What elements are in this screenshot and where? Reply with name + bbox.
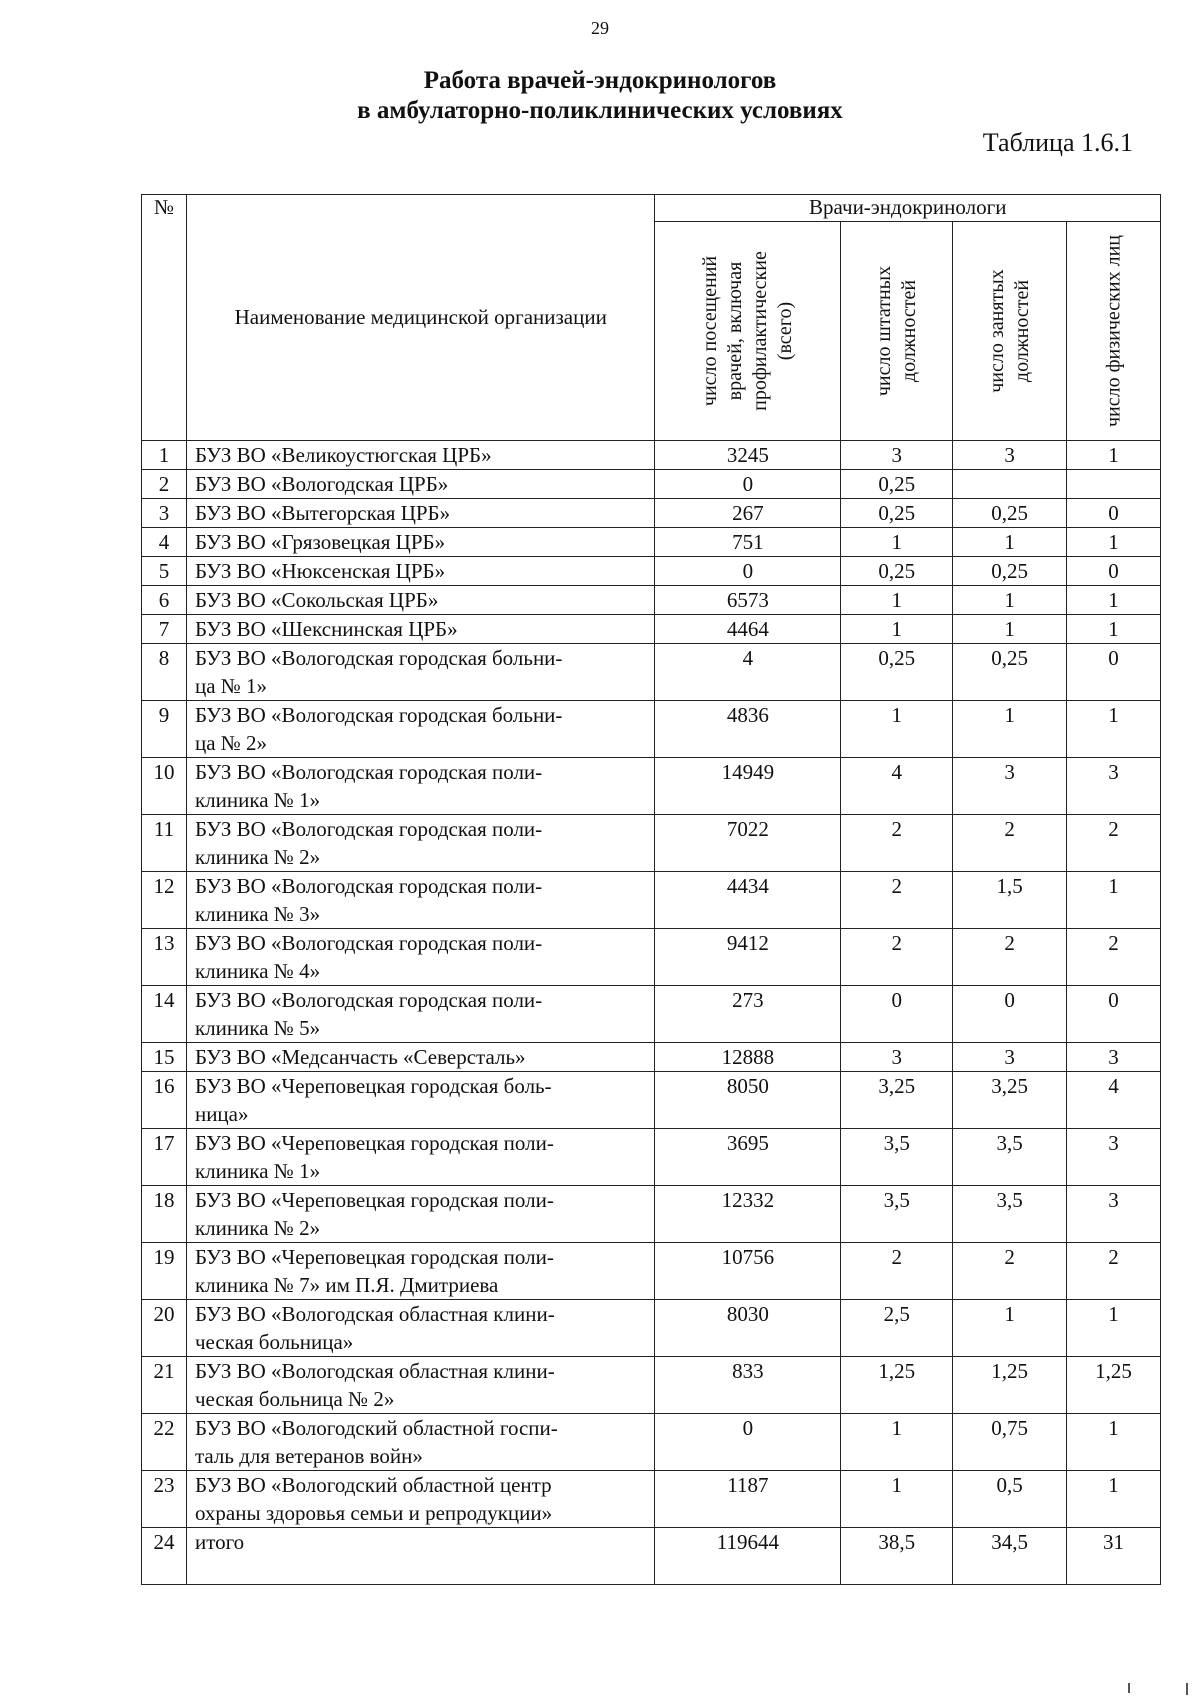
organization-name-line-1: БУЗ ВО «Вологодская городская поли- bbox=[194, 760, 543, 784]
organization-name: БУЗ ВО «Медсанчасть «Северсталь» bbox=[186, 1043, 655, 1072]
physical-persons: 0 bbox=[1067, 499, 1161, 528]
organization-name-line-1: БУЗ ВО «Череповецкая городская поли- bbox=[194, 1131, 554, 1155]
table-row bbox=[142, 986, 1161, 1043]
physical-persons: 2 bbox=[1067, 1243, 1161, 1300]
table-row bbox=[142, 470, 1161, 499]
visits-count: 119644 bbox=[655, 1528, 841, 1585]
scan-artifact bbox=[1186, 1683, 1188, 1695]
row-number: 21 bbox=[142, 1357, 187, 1414]
organization-name bbox=[186, 758, 655, 815]
staff-positions: 0 bbox=[841, 986, 953, 1043]
organization-name-line-2: ческая больница № 2» bbox=[194, 1387, 395, 1411]
organization-name bbox=[186, 986, 655, 1043]
table-label: Таблица 1.6.1 bbox=[982, 128, 1133, 157]
table-row bbox=[142, 929, 1161, 986]
staff-positions: 3 bbox=[841, 1043, 953, 1072]
organization-name bbox=[186, 1072, 655, 1129]
row-number: 10 bbox=[142, 758, 187, 815]
staff-positions: 1 bbox=[841, 528, 953, 557]
physical-persons: 3 bbox=[1067, 758, 1161, 815]
physical-persons: 0 bbox=[1067, 644, 1161, 701]
staff-positions: 2 bbox=[841, 815, 953, 872]
table-row bbox=[142, 1243, 1161, 1300]
visits-count: 0 bbox=[655, 557, 841, 586]
row-number: 5 bbox=[142, 557, 187, 586]
organization-name-line-1: БУЗ ВО «Вологодская городская поли- bbox=[194, 874, 543, 898]
occupied-positions: 0,5 bbox=[953, 1471, 1067, 1528]
header-staff-positions bbox=[841, 222, 953, 441]
physical-persons: 1,25 bbox=[1067, 1357, 1161, 1414]
organization-name-line-1: БУЗ ВО «Вологодская городская поли- bbox=[194, 931, 543, 955]
visits-count: 8030 bbox=[655, 1300, 841, 1357]
visits-count: 0 bbox=[655, 1414, 841, 1471]
visits-count: 751 bbox=[655, 528, 841, 557]
table-row bbox=[142, 815, 1161, 872]
table-body bbox=[142, 441, 1161, 1585]
physical-persons: 2 bbox=[1067, 929, 1161, 986]
staff-positions: 1 bbox=[841, 701, 953, 758]
physical-persons: 1 bbox=[1067, 528, 1161, 557]
row-number: 15 bbox=[142, 1043, 187, 1072]
table-row bbox=[142, 499, 1161, 528]
organization-name bbox=[186, 1243, 655, 1300]
visits-count: 833 bbox=[655, 1357, 841, 1414]
physical-persons: 0 bbox=[1067, 557, 1161, 586]
organization-name bbox=[186, 929, 655, 986]
visits-count: 4 bbox=[655, 644, 841, 701]
organization-name-line-2: клиника № 1» bbox=[194, 1159, 321, 1183]
visits-count: 12332 bbox=[655, 1186, 841, 1243]
organization-name bbox=[186, 1300, 655, 1357]
organization-name-line-2: ца № 2» bbox=[194, 731, 268, 755]
organization-name-line-1: БУЗ ВО «Череповецкая городская поли- bbox=[194, 1188, 554, 1212]
header-group-endocrinologists: Врачи-эндокринологи bbox=[655, 195, 1161, 222]
physical-persons: 0 bbox=[1067, 986, 1161, 1043]
organization-name-line-2: клиника № 4» bbox=[194, 959, 321, 983]
table-row bbox=[142, 615, 1161, 644]
row-number: 7 bbox=[142, 615, 187, 644]
organization-name-line-1: БУЗ ВО «Вологодский областной госпи- bbox=[194, 1416, 558, 1440]
row-number: 14 bbox=[142, 986, 187, 1043]
table-row bbox=[142, 1186, 1161, 1243]
organization-name: БУЗ ВО «Вытегорская ЦРБ» bbox=[186, 499, 655, 528]
staff-positions: 38,5 bbox=[841, 1528, 953, 1585]
occupied-positions: 1 bbox=[953, 528, 1067, 557]
staff-positions: 2 bbox=[841, 872, 953, 929]
physical-persons bbox=[1067, 470, 1161, 499]
staff-positions: 0,25 bbox=[841, 644, 953, 701]
visits-count: 4836 bbox=[655, 701, 841, 758]
staff-positions: 1 bbox=[841, 1471, 953, 1528]
header-organization-name: Наименование медицинской организации bbox=[186, 195, 655, 441]
visits-count: 6573 bbox=[655, 586, 841, 615]
page-number: 29 bbox=[591, 18, 609, 38]
occupied-positions: 2 bbox=[953, 929, 1067, 986]
row-number: 1 bbox=[142, 441, 187, 470]
header-number: № bbox=[142, 195, 187, 441]
row-number: 9 bbox=[142, 701, 187, 758]
physical-persons: 2 bbox=[1067, 815, 1161, 872]
row-number: 18 bbox=[142, 1186, 187, 1243]
occupied-positions: 3 bbox=[953, 1043, 1067, 1072]
staff-positions: 4 bbox=[841, 758, 953, 815]
document-title bbox=[0, 66, 1200, 126]
physical-persons: 1 bbox=[1067, 701, 1161, 758]
organization-name-line-1: БУЗ ВО «Вологодская городская поли- bbox=[194, 988, 543, 1012]
physical-persons: 1 bbox=[1067, 586, 1161, 615]
visits-count: 3695 bbox=[655, 1129, 841, 1186]
table-row bbox=[142, 1528, 1161, 1585]
staff-positions: 2,5 bbox=[841, 1300, 953, 1357]
organization-name-line-2: ческая больница» bbox=[194, 1330, 354, 1354]
visits-count: 7022 bbox=[655, 815, 841, 872]
organization-name bbox=[186, 1414, 655, 1471]
occupied-positions: 34,5 bbox=[953, 1528, 1067, 1585]
staff-positions: 0,25 bbox=[841, 470, 953, 499]
table-row bbox=[142, 1357, 1161, 1414]
row-number: 4 bbox=[142, 528, 187, 557]
organization-name-line-1: БУЗ ВО «Вологодская городская поли- bbox=[194, 817, 543, 841]
header-occupied-label: число занятых должностей bbox=[985, 269, 1033, 393]
visits-count: 267 bbox=[655, 499, 841, 528]
header-visits bbox=[655, 222, 841, 441]
organization-name-line-2: ца № 1» bbox=[194, 674, 268, 698]
visits-count: 9412 bbox=[655, 929, 841, 986]
occupied-positions: 3 bbox=[953, 758, 1067, 815]
occupied-positions: 0,25 bbox=[953, 557, 1067, 586]
occupied-positions: 1 bbox=[953, 586, 1067, 615]
staff-positions: 3,25 bbox=[841, 1072, 953, 1129]
header-physical-label: число физических лиц bbox=[1102, 235, 1125, 428]
organization-name bbox=[186, 815, 655, 872]
organization-name-line-2: клиника № 7» им П.Я. Дмитриева bbox=[194, 1273, 499, 1297]
organization-name-line-2: клиника № 2» bbox=[194, 1216, 321, 1240]
row-number: 6 bbox=[142, 586, 187, 615]
organization-name-line-1: БУЗ ВО «Вологодский областной центр bbox=[194, 1473, 552, 1497]
physical-persons: 1 bbox=[1067, 872, 1161, 929]
row-number: 3 bbox=[142, 499, 187, 528]
staff-positions: 1 bbox=[841, 586, 953, 615]
visits-count: 8050 bbox=[655, 1072, 841, 1129]
staff-positions: 0,25 bbox=[841, 557, 953, 586]
organization-name-line-1: БУЗ ВО «Череповецкая городская боль- bbox=[194, 1074, 552, 1098]
row-number: 11 bbox=[142, 815, 187, 872]
physical-persons: 1 bbox=[1067, 615, 1161, 644]
organization-name-line-1: БУЗ ВО «Вологодская городская больни- bbox=[194, 703, 563, 727]
occupied-positions: 1 bbox=[953, 701, 1067, 758]
organization-name-line-2: ница» bbox=[194, 1102, 249, 1126]
visits-count: 14949 bbox=[655, 758, 841, 815]
physical-persons: 1 bbox=[1067, 441, 1161, 470]
physical-persons: 31 bbox=[1067, 1528, 1161, 1585]
header-occupied-positions bbox=[953, 222, 1067, 441]
organization-name: БУЗ ВО «Шекснинская ЦРБ» bbox=[186, 615, 655, 644]
staff-positions: 0,25 bbox=[841, 499, 953, 528]
physical-persons: 3 bbox=[1067, 1129, 1161, 1186]
occupied-positions: 3 bbox=[953, 441, 1067, 470]
organization-name-line-2: клиника № 2» bbox=[194, 845, 321, 869]
table-row bbox=[142, 1129, 1161, 1186]
table-row bbox=[142, 1471, 1161, 1528]
organization-name bbox=[186, 872, 655, 929]
visits-count: 4464 bbox=[655, 615, 841, 644]
visits-count: 0 bbox=[655, 470, 841, 499]
table-row bbox=[142, 701, 1161, 758]
occupied-positions: 1,5 bbox=[953, 872, 1067, 929]
row-number: 22 bbox=[142, 1414, 187, 1471]
occupied-positions: 2 bbox=[953, 815, 1067, 872]
table-row bbox=[142, 758, 1161, 815]
organization-name-line-1: БУЗ ВО «Вологодская областная клини- bbox=[194, 1359, 555, 1383]
organization-name-line-1: БУЗ ВО «Череповецкая городская поли- bbox=[194, 1245, 554, 1269]
physical-persons: 4 bbox=[1067, 1072, 1161, 1129]
organization-name: БУЗ ВО «Грязовецкая ЦРБ» bbox=[186, 528, 655, 557]
occupied-positions: 0,25 bbox=[953, 644, 1067, 701]
title-line-1: Работа врачей-эндокринологов bbox=[423, 67, 777, 94]
visits-count: 3245 bbox=[655, 441, 841, 470]
physical-persons: 1 bbox=[1067, 1300, 1161, 1357]
organization-name: итого bbox=[186, 1528, 655, 1585]
occupied-positions: 1,25 bbox=[953, 1357, 1067, 1414]
organization-name bbox=[186, 1129, 655, 1186]
staff-positions: 1 bbox=[841, 1414, 953, 1471]
row-number: 19 bbox=[142, 1243, 187, 1300]
staff-positions: 1,25 bbox=[841, 1357, 953, 1414]
physical-persons: 1 bbox=[1067, 1414, 1161, 1471]
row-number: 8 bbox=[142, 644, 187, 701]
row-number: 13 bbox=[142, 929, 187, 986]
table-row bbox=[142, 1300, 1161, 1357]
table-row bbox=[142, 557, 1161, 586]
row-number: 23 bbox=[142, 1471, 187, 1528]
table-row bbox=[142, 441, 1161, 470]
table-row bbox=[142, 1043, 1161, 1072]
organization-name: БУЗ ВО «Вологодская ЦРБ» bbox=[186, 470, 655, 499]
physical-persons: 1 bbox=[1067, 1471, 1161, 1528]
organization-name-line-1: БУЗ ВО «Вологодская областная клини- bbox=[194, 1302, 555, 1326]
occupied-positions: 2 bbox=[953, 1243, 1067, 1300]
organization-name-line-2: таль для ветеранов войн» bbox=[194, 1444, 423, 1468]
organization-name bbox=[186, 644, 655, 701]
staff-positions: 2 bbox=[841, 929, 953, 986]
occupied-positions: 3,5 bbox=[953, 1186, 1067, 1243]
header-visits-label: число посещений врачей, включая профилактические (всего) bbox=[698, 251, 796, 411]
table-row bbox=[142, 1414, 1161, 1471]
organization-name bbox=[186, 1186, 655, 1243]
staff-positions: 3,5 bbox=[841, 1186, 953, 1243]
staff-positions: 3,5 bbox=[841, 1129, 953, 1186]
staff-positions: 2 bbox=[841, 1243, 953, 1300]
visits-count: 1187 bbox=[655, 1471, 841, 1528]
table-row bbox=[142, 586, 1161, 615]
row-number: 24 bbox=[142, 1528, 187, 1585]
staff-positions: 3 bbox=[841, 441, 953, 470]
organization-name: БУЗ ВО «Сокольская ЦРБ» bbox=[186, 586, 655, 615]
organization-name bbox=[186, 701, 655, 758]
table-row bbox=[142, 872, 1161, 929]
header-physical-persons bbox=[1067, 222, 1161, 441]
table-row bbox=[142, 644, 1161, 701]
row-number: 12 bbox=[142, 872, 187, 929]
physical-persons: 3 bbox=[1067, 1186, 1161, 1243]
organization-name: БУЗ ВО «Великоустюгская ЦРБ» bbox=[186, 441, 655, 470]
header-staff-label: число штатных должностей bbox=[872, 265, 920, 397]
scan-artifact bbox=[1128, 1683, 1130, 1693]
occupied-positions: 0 bbox=[953, 986, 1067, 1043]
organization-name-line-1: БУЗ ВО «Вологодская городская больни- bbox=[194, 646, 563, 670]
visits-count: 12888 bbox=[655, 1043, 841, 1072]
table-row bbox=[142, 1072, 1161, 1129]
occupied-positions: 3,5 bbox=[953, 1129, 1067, 1186]
row-number: 16 bbox=[142, 1072, 187, 1129]
organization-name-line-2: клиника № 5» bbox=[194, 1016, 321, 1040]
occupied-positions: 1 bbox=[953, 1300, 1067, 1357]
organization-name bbox=[186, 1471, 655, 1528]
organization-name-line-2: клиника № 3» bbox=[194, 902, 321, 926]
row-number: 2 bbox=[142, 470, 187, 499]
title-line-2: в амбулаторно-поликлинических условиях bbox=[357, 97, 843, 124]
organization-name-line-2: клиника № 1» bbox=[194, 788, 321, 812]
organization-name: БУЗ ВО «Нюксенская ЦРБ» bbox=[186, 557, 655, 586]
physical-persons: 3 bbox=[1067, 1043, 1161, 1072]
occupied-positions: 0,75 bbox=[953, 1414, 1067, 1471]
visits-count: 273 bbox=[655, 986, 841, 1043]
row-number: 20 bbox=[142, 1300, 187, 1357]
table-row bbox=[142, 528, 1161, 557]
organization-name bbox=[186, 1357, 655, 1414]
occupied-positions: 1 bbox=[953, 615, 1067, 644]
occupied-positions: 0,25 bbox=[953, 499, 1067, 528]
organization-name-line-2: охраны здоровья семьи и репродукции» bbox=[194, 1501, 553, 1525]
endocrinologists-table bbox=[141, 194, 1161, 1585]
visits-count: 4434 bbox=[655, 872, 841, 929]
row-number: 17 bbox=[142, 1129, 187, 1186]
staff-positions: 1 bbox=[841, 615, 953, 644]
visits-count: 10756 bbox=[655, 1243, 841, 1300]
occupied-positions bbox=[953, 470, 1067, 499]
occupied-positions: 3,25 bbox=[953, 1072, 1067, 1129]
